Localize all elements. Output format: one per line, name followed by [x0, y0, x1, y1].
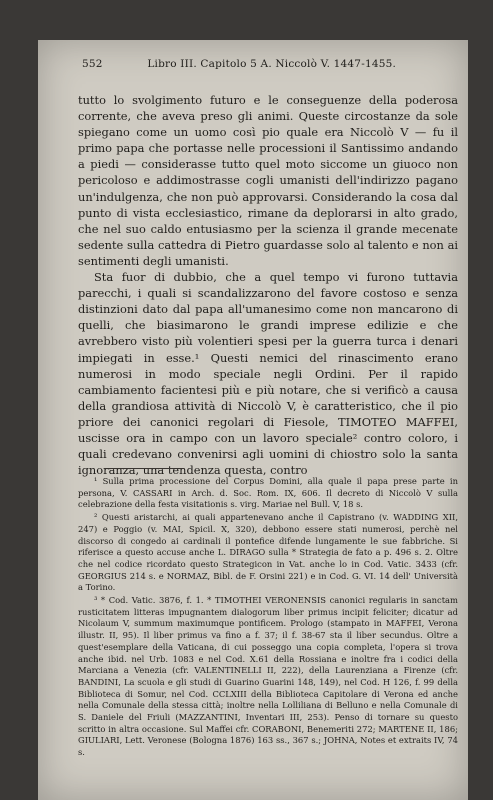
- paragraph: Sta fuor di dubbio, che a quel tempo vi furono tuttavia parecchi, i quali si scandalizzarono del favore costoso e senza distinzioni dato dal papa all'umanesimo come non mancarono di quelli, che biasimarono le grandi imprese edilizie e che avrebbero visto più volentieri spesi per la guerra turca i denari impiegati in esse.¹ Questi nemici del rinascimento erano numerosi in modo speciale negli Ordini. Per il rapido cambiamento facientesi più e più notare, che si verificò a causa della grandiosa attività di Niccolò V, è caratteristico, che il pio priore dei canonici regolari di Fiesole, TIMOTEO MAFFEI, uscisse ora in campo con un lavoro speciale² contro coloro, i quali credevano convenirsi agli uomini di chiostro solo la santa ignoranza, una tendenza questa, contro: [78, 270, 458, 478]
- footnotes: [78, 476, 458, 760]
- main-text: [78, 92, 458, 478]
- footnote-separator: [104, 468, 184, 469]
- footnote: ¹ Sulla prima processione del Corpus Domini, alla quale il papa prese parte in persona, V. CASSARI in Arch. d. Soc. Rom. IX, 606. Il decreto di Niccolò V sulla celebrazione della festa visitationis s. virg. Mariae nel Bull. V, 18 s.: [78, 476, 458, 510]
- page-number: 552: [82, 58, 103, 70]
- footnote: ³ * Cod. Vatic. 3876, f. 1. * TIMOTHEI VERONENSIS canonici regularis in sanctam rusticitatem litteras impugnantem dialogorum liber primus incipit feliciter; dicatur ad Nicolaum V, summum maximumque pontificem. Prologo (stampato in MAFFEI, Verona illustr. II, 95). Il liber primus va fino a f. 37; il f. 38-67 sta il liber secundus. Oltre a quest'esemplare della Vaticana, di cui posseggo una copia completa, l'opera si trova anche ibid. nel Urb. 1083 e nel Cod. X.61 della Rossiana e inoltre fra i codici della Marciana a Venezia (cfr. VALENTINELLI II, 222), della Laurenziana a Firenze (cfr. BANDINI, La scuola e gli studi di Guarino Guarini 148, 149), nel Cod. H 126, f. 99 della Biblioteca di Somur, nel Cod. CCLXIII della Biblioteca Capitolare di Verona ed anche nella Comunale della stessa città; inoltre nella Lolliliana di Belluno e nella Comunale di S. Daniele del Friuli (MAZZANTINI, Inventari III, 253). Penso di tornare su questo scritto in altra occasione. Sul Maffei cfr. CORABONI, Benemeriti 272; MARTENE II, 186; GIULIARI, Lett. Veronese (Bologna 1876) 163 ss., 367 s.; JOHNA, Notes et extraits IV, 74 s.: [78, 595, 458, 758]
- running-header: [82, 58, 452, 70]
- footnote: ² Questi aristarchi, ai quali appartenevano anche il Capistrano (v. WADDING XII, 247) e Poggio (v. MAI, Spicil. X, 320), debbono essere stati numerosi, perchè nel discorso di congedo ai cardinali il pontefice difende lungamente le sue fabbriche. Si riferisce a questo accuse anche L. DIRAGO sulla * Strategia de fato a p. 496 s. 2. Oltre che nel codice ricordato questo Strategicon in Vat. anche lo in Cod. Vatic. 3433 (cfr. GEORGIUS 214 s. e NORMAZ, Bibl. de F. Orsini 221) e in Cod. G. VI. 14 dell' Università a Torino.: [78, 512, 458, 593]
- book-page: [38, 40, 468, 800]
- running-title: Libro III. Capitolo 5 A. Niccolò V. 1447-1455.: [147, 58, 396, 70]
- paragraph: tutto lo svolgimento futuro e le conseguenze della poderosa corrente, che aveva preso gli animi. Queste circostanze da sole spiegano come un uomo così pio quale era Niccolò V — fu il primo papa che portasse nelle processioni il Santissimo andando a piedi — considerasse tutto quel moto siccome un giuoco non pericoloso e addimostrasse cogli umanisti dell'indirizzo pagano un'indulgenza, che non può approvarsi. Considerando la cosa dal punto di vista ecclesiastico, rimane da deplorarsi in alto grado, che nel suo caldo entusiasmo per la scienza il grande mecenate sedente sulla cattedra di Pietro guardasse solo al talento e non ai sentimenti degli umanisti.: [78, 93, 458, 268]
